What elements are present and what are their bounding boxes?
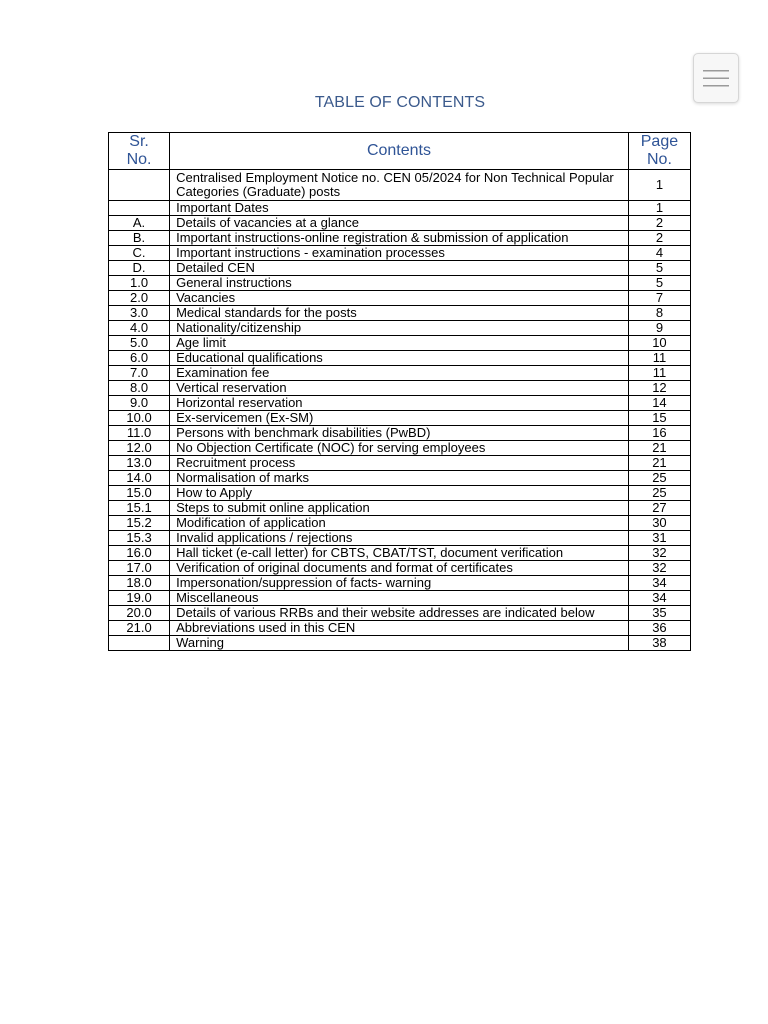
table-row[interactable] <box>109 381 691 396</box>
toc-page-no: 21 <box>628 456 690 471</box>
toc-sr-no: 5.0 <box>109 336 170 351</box>
toc-page-no: 35 <box>628 606 690 621</box>
toc-page-no: 11 <box>628 366 690 381</box>
toc-entry-title[interactable]: Detailed CEN <box>170 261 629 276</box>
table-row[interactable] <box>109 501 691 516</box>
toc-page-no: 1 <box>628 201 690 216</box>
toc-page-no: 12 <box>628 381 690 396</box>
toc-entry-title[interactable]: General instructions <box>170 276 629 291</box>
toc-page-no: 25 <box>628 486 690 501</box>
toc-sr-no: 2.0 <box>109 291 170 306</box>
toc-sr-no: 9.0 <box>109 396 170 411</box>
toc-sr-no: C. <box>109 246 170 261</box>
toc-entry-title[interactable]: Abbreviations used in this CEN <box>170 621 629 636</box>
toc-sr-no: 13.0 <box>109 456 170 471</box>
table-row[interactable] <box>109 276 691 291</box>
toc-entry-title[interactable]: Vacancies <box>170 291 629 306</box>
toc-entry-title[interactable]: Invalid applications / rejections <box>170 531 629 546</box>
table-row[interactable] <box>109 231 691 246</box>
toc-sr-no: 21.0 <box>109 621 170 636</box>
toc-sr-no: 4.0 <box>109 321 170 336</box>
toc-page-no: 30 <box>628 516 690 531</box>
table-row[interactable] <box>109 606 691 621</box>
header-page-no <box>628 133 690 170</box>
toc-page-no: 10 <box>628 336 690 351</box>
table-row[interactable] <box>109 636 691 651</box>
toc-sr-no: 17.0 <box>109 561 170 576</box>
toc-page-no: 1 <box>628 170 690 201</box>
toc-sr-no: D. <box>109 261 170 276</box>
toc-entry-title[interactable]: Important instructions-online registration & submission of application <box>170 231 629 246</box>
table-row[interactable] <box>109 336 691 351</box>
toc-entry-title[interactable]: Vertical reservation <box>170 381 629 396</box>
toc-entry-title[interactable]: Important Dates <box>170 201 629 216</box>
toc-entry-title[interactable]: Nationality/citizenship <box>170 321 629 336</box>
header-page-line1: Page <box>640 133 679 150</box>
toc-table <box>108 132 691 651</box>
toc-page-no: 14 <box>628 396 690 411</box>
toc-page-no: 7 <box>628 291 690 306</box>
header-page-line2: No. <box>646 151 672 168</box>
toc-page-no: 9 <box>628 321 690 336</box>
table-row[interactable] <box>109 170 691 201</box>
toc-entry-title[interactable]: Impersonation/suppression of facts- warning <box>170 576 629 591</box>
toc-entry-title[interactable]: Warning <box>170 636 629 651</box>
toc-sr-no: B. <box>109 231 170 246</box>
table-row[interactable] <box>109 411 691 426</box>
toc-entry-title[interactable]: Steps to submit online application <box>170 501 629 516</box>
header-sr-no <box>109 133 170 170</box>
toc-page-no: 31 <box>628 531 690 546</box>
toc-sr-no <box>109 201 170 216</box>
toc-entry-title[interactable]: Persons with benchmark disabilities (PwBD) <box>170 426 629 441</box>
toc-sr-no: 3.0 <box>109 306 170 321</box>
toc-sr-no: 10.0 <box>109 411 170 426</box>
table-row[interactable] <box>109 291 691 306</box>
table-row[interactable] <box>109 591 691 606</box>
toc-entry-title[interactable]: Ex-servicemen (Ex-SM) <box>170 411 629 426</box>
toc-sr-no: 14.0 <box>109 471 170 486</box>
toc-entry-title[interactable]: Recruitment process <box>170 456 629 471</box>
table-row[interactable] <box>109 516 691 531</box>
table-row[interactable] <box>109 246 691 261</box>
table-row[interactable] <box>109 621 691 636</box>
toc-sr-no: 7.0 <box>109 366 170 381</box>
toc-page-no: 27 <box>628 501 690 516</box>
toc-page-no: 8 <box>628 306 690 321</box>
table-row[interactable] <box>109 486 691 501</box>
table-row[interactable] <box>109 216 691 231</box>
toc-page-no: 38 <box>628 636 690 651</box>
toc-sr-no: 15.2 <box>109 516 170 531</box>
toc-sr-no: 11.0 <box>109 426 170 441</box>
toc-entry-title[interactable]: Important instructions - examination processes <box>170 246 629 261</box>
toc-entry-title[interactable]: Age limit <box>170 336 629 351</box>
table-row[interactable] <box>109 261 691 276</box>
table-row[interactable] <box>109 351 691 366</box>
table-row[interactable] <box>109 426 691 441</box>
toc-sr-no <box>109 636 170 651</box>
table-row[interactable] <box>109 396 691 411</box>
toc-sr-no: 6.0 <box>109 351 170 366</box>
toc-entry-title[interactable]: Miscellaneous <box>170 591 629 606</box>
toc-entry-title[interactable]: How to Apply <box>170 486 629 501</box>
header-sr-line1: Sr. <box>129 133 149 150</box>
table-row[interactable] <box>109 321 691 336</box>
toc-sr-no: 15.3 <box>109 531 170 546</box>
table-row[interactable] <box>109 201 691 216</box>
toc-page-no: 2 <box>628 216 690 231</box>
table-row[interactable] <box>109 576 691 591</box>
toc-page-no: 5 <box>628 276 690 291</box>
table-row[interactable] <box>109 546 691 561</box>
toc-page-no: 36 <box>628 621 690 636</box>
toc-page-no: 11 <box>628 351 690 366</box>
hamburger-menu-icon <box>703 68 729 88</box>
toc-page-no: 34 <box>628 591 690 606</box>
toc-entry-title[interactable]: Details of various RRBs and their website addresses are indicated below <box>170 606 629 621</box>
toc-sr-no: 12.0 <box>109 441 170 456</box>
table-row[interactable] <box>109 441 691 456</box>
table-row[interactable] <box>109 561 691 576</box>
table-header-row <box>109 133 691 170</box>
toc-entry-title[interactable]: No Objection Certificate (NOC) for serving employees <box>170 441 629 456</box>
toc-entry-title[interactable]: Verification of original documents and format of certificates <box>170 561 629 576</box>
toc-page-no: 32 <box>628 546 690 561</box>
toc-sr-no: A. <box>109 216 170 231</box>
toc-page-no: 16 <box>628 426 690 441</box>
table-row[interactable] <box>109 306 691 321</box>
table-row[interactable] <box>109 531 691 546</box>
toc-sr-no <box>109 170 170 201</box>
toc-page-no: 21 <box>628 441 690 456</box>
toc-sr-no: 15.0 <box>109 486 170 501</box>
header-contents: Contents <box>170 133 629 170</box>
toc-sr-no: 15.1 <box>109 501 170 516</box>
toc-entry-title[interactable]: Horizontal reservation <box>170 396 629 411</box>
table-row[interactable] <box>109 366 691 381</box>
toc-sr-no: 8.0 <box>109 381 170 396</box>
toc-page-no: 15 <box>628 411 690 426</box>
toc-page-no: 34 <box>628 576 690 591</box>
toc-entry-title[interactable]: Examination fee <box>170 366 629 381</box>
toc-sr-no: 19.0 <box>109 591 170 606</box>
toc-entry-title[interactable]: Centralised Employment Notice no. CEN 05/2024 for Non Technical Popular Categories (Graduate) posts <box>170 170 629 201</box>
toc-page-no: 5 <box>628 261 690 276</box>
toc-page-no: 25 <box>628 471 690 486</box>
toc-entry-title[interactable]: Hall ticket (e-call letter) for CBTS, CBAT/TST, document verification <box>170 546 629 561</box>
table-row[interactable] <box>109 456 691 471</box>
toc-entry-title[interactable]: Educational qualifications <box>170 351 629 366</box>
toc-entry-title[interactable]: Medical standards for the posts <box>170 306 629 321</box>
header-sr-line2: No. <box>126 151 152 168</box>
toc-sr-no: 18.0 <box>109 576 170 591</box>
table-row[interactable] <box>109 471 691 486</box>
toc-page-no: 32 <box>628 561 690 576</box>
toc-sr-no: 20.0 <box>109 606 170 621</box>
toc-page-no: 4 <box>628 246 690 261</box>
toc-entry-title[interactable]: Details of vacancies at a glance <box>170 216 629 231</box>
toc-sr-no: 1.0 <box>109 276 170 291</box>
toc-entry-title[interactable]: Modification of application <box>170 516 629 531</box>
toc-sr-no: 16.0 <box>109 546 170 561</box>
toc-entry-title[interactable]: Normalisation of marks <box>170 471 629 486</box>
page-title: TABLE OF CONTENTS <box>314 94 486 111</box>
toc-page-no: 2 <box>628 231 690 246</box>
